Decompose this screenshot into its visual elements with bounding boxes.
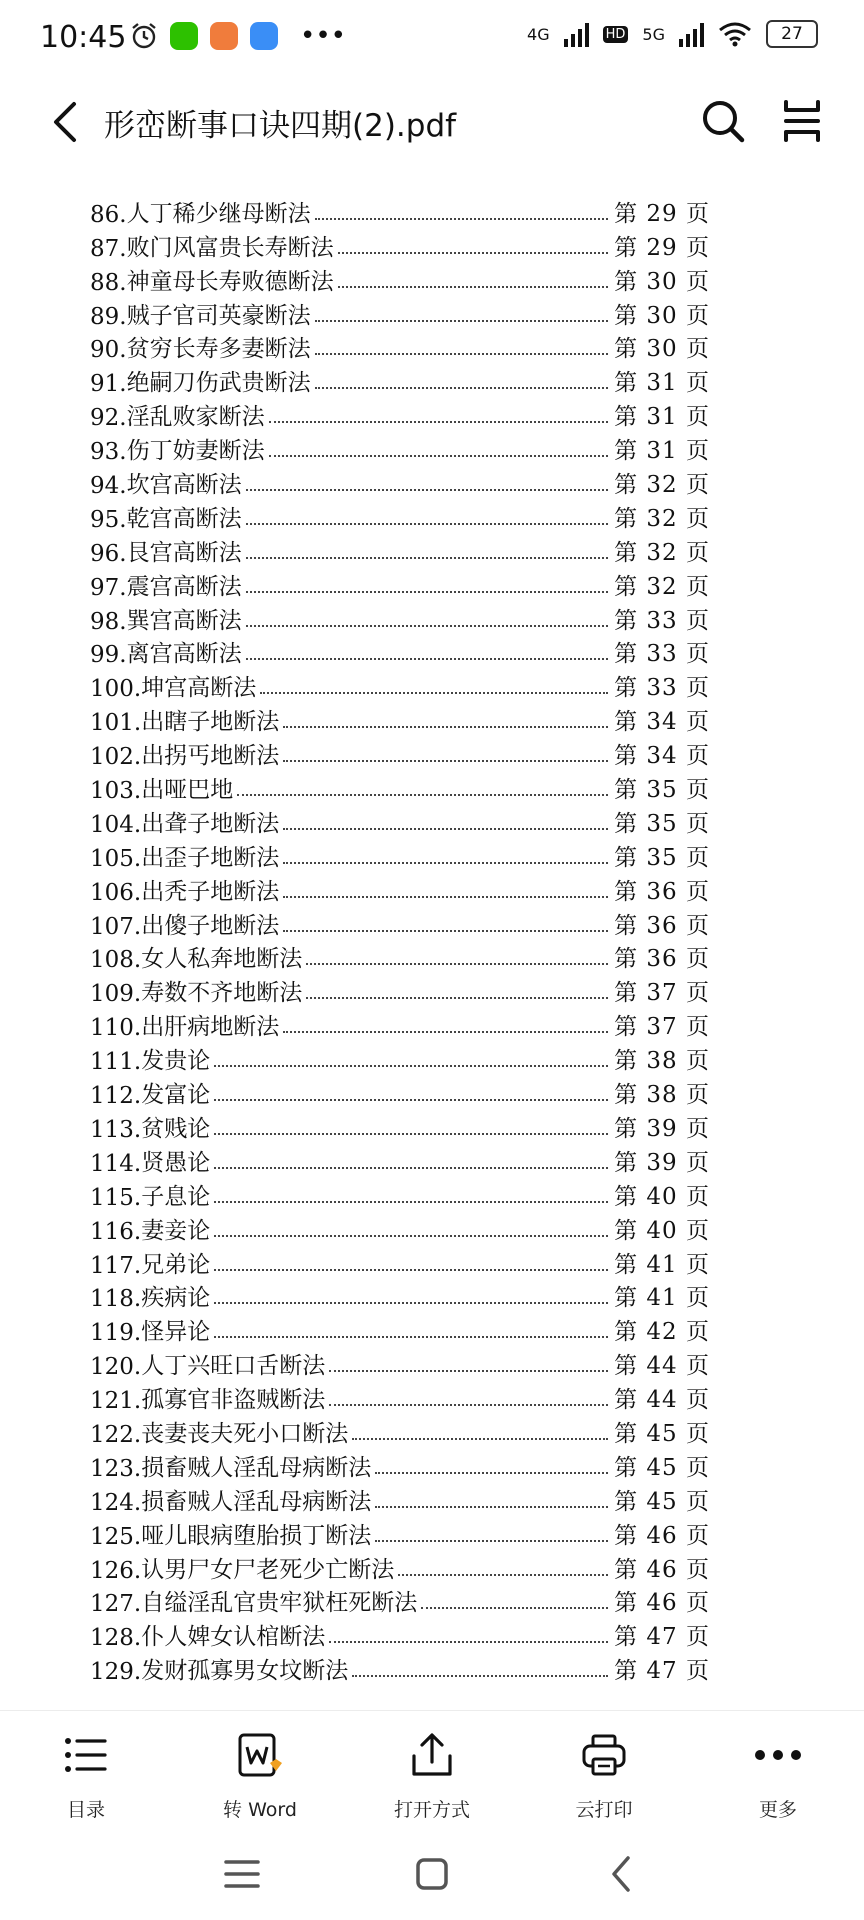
toc-entry-title: 伤丁妨妻断法 — [126, 438, 265, 465]
toc-dot-leader — [421, 1607, 608, 1609]
toc-entry-title: 出肝病地断法 — [141, 1014, 280, 1041]
toc-entry-number: 114. — [90, 1150, 142, 1177]
table-of-contents — [90, 194, 710, 1685]
toc-entry-title: 女人私奔地断法 — [141, 946, 303, 973]
toc-entry[interactable] — [90, 973, 710, 1007]
toc-entry-title: 出秃子地断法 — [141, 878, 280, 905]
toc-entry-page: 第 29 页 — [614, 200, 710, 227]
open-with-label: 打开方式 — [393, 1799, 470, 1821]
signal-icon-1 — [564, 21, 589, 47]
toc-dot-leader — [315, 353, 609, 355]
status-notification-icons — [130, 22, 346, 50]
toc-entry-page: 第 40 页 — [614, 1183, 710, 1210]
toc-entry-title: 哑儿眼病堕胎损丁断法 — [141, 1522, 372, 1549]
toc-entry-number: 125. — [90, 1523, 142, 1550]
toc-dot-leader — [352, 1675, 608, 1677]
toc-entry-page: 第 36 页 — [614, 946, 710, 973]
toc-entry-title: 损畜贼人淫乱母病断法 — [141, 1488, 372, 1515]
toc-entry-number: 109. — [90, 981, 142, 1008]
toc-entry[interactable] — [90, 533, 710, 567]
toc-dot-leader — [246, 557, 609, 559]
toc-dot-leader — [246, 489, 609, 491]
toc-entry-number: 96. — [90, 540, 127, 567]
toc-entry-number: 94. — [90, 473, 127, 500]
toc-entry-title: 出傻子地断法 — [141, 912, 280, 939]
toc-entry-number: 118. — [90, 1286, 142, 1313]
toc-entry-number: 126. — [90, 1557, 142, 1584]
toc-dot-leader — [214, 1302, 608, 1304]
list-icon — [63, 1735, 109, 1775]
toc-entry-number: 102. — [90, 744, 142, 771]
toc-dot-leader — [246, 625, 609, 627]
battery-indicator: 27 — [766, 20, 818, 48]
toc-dot-leader — [306, 963, 608, 965]
hd-badge: HD — [603, 26, 629, 43]
toc-dot-leader — [283, 726, 608, 728]
toc-entry[interactable] — [90, 736, 710, 770]
toc-entry[interactable] — [90, 397, 710, 431]
toc-button[interactable] — [16, 1729, 156, 1822]
toc-dot-leader — [315, 387, 609, 389]
toc-dot-leader — [329, 1641, 608, 1643]
toc-entry[interactable] — [90, 194, 710, 228]
toc-entry[interactable] — [90, 567, 710, 601]
toc-entry-page: 第 30 页 — [614, 302, 710, 329]
document-title: 形峦断事口诀四期(2).pdf — [104, 108, 457, 144]
toc-dot-leader — [283, 930, 608, 932]
toc-entry[interactable] — [90, 228, 710, 262]
toc-entry-number: 129. — [90, 1659, 142, 1686]
more-icon — [754, 1749, 802, 1761]
toc-entry-title: 孤寡官非盗贼断法 — [141, 1387, 326, 1414]
home-nav-icon[interactable] — [410, 1854, 454, 1894]
toc-entry[interactable] — [90, 296, 710, 330]
toc-entry-page: 第 31 页 — [614, 404, 710, 431]
toc-entry-number: 128. — [90, 1625, 142, 1652]
toc-entry[interactable] — [90, 1109, 710, 1143]
toc-entry-number: 123. — [90, 1455, 142, 1482]
toc-entry[interactable] — [90, 1312, 710, 1346]
open-with-button[interactable] — [362, 1729, 502, 1822]
toc-entry-page: 第 40 页 — [614, 1217, 710, 1244]
toc-entry[interactable] — [90, 1041, 710, 1075]
toc-entry-page: 第 47 页 — [614, 1658, 710, 1685]
bottom-toolbar — [0, 1710, 864, 1831]
toc-entry-number: 115. — [90, 1184, 142, 1211]
toc-entry-page: 第 36 页 — [614, 878, 710, 905]
wifi-icon — [718, 21, 752, 47]
toc-entry-title: 仆人婢女认棺断法 — [141, 1624, 326, 1651]
wechat-app-icon — [170, 22, 198, 50]
alarm-icon — [130, 22, 158, 50]
toc-entry-page: 第 35 页 — [614, 777, 710, 804]
toc-entry[interactable] — [90, 940, 710, 974]
toc-entry-title: 贼子官司英豪断法 — [126, 302, 311, 329]
back-arrow-icon[interactable] — [46, 98, 86, 146]
toc-entry-title: 认男尸女尸老死少亡断法 — [141, 1556, 395, 1583]
toc-entry-page: 第 33 页 — [614, 675, 710, 702]
toc-dot-leader — [269, 421, 609, 423]
toc-entry-number: 90. — [90, 337, 127, 364]
toc-entry-number: 101. — [90, 710, 142, 737]
toc-dot-leader — [375, 1540, 608, 1542]
toc-dot-leader — [214, 1235, 608, 1237]
toc-entry-page: 第 37 页 — [614, 980, 710, 1007]
toc-entry-page: 第 34 页 — [614, 743, 710, 770]
toc-entry-page: 第 36 页 — [614, 912, 710, 939]
toc-entry-number: 110. — [90, 1015, 142, 1042]
toc-button-label: 目录 — [66, 1799, 105, 1821]
status-bar — [0, 0, 864, 78]
app-header — [0, 78, 864, 165]
toc-dot-leader — [214, 1065, 608, 1067]
toc-entry-page: 第 39 页 — [614, 1115, 710, 1142]
toc-entry-page: 第 32 页 — [614, 573, 710, 600]
signal-icon-2 — [679, 21, 704, 47]
toc-entry[interactable] — [90, 804, 710, 838]
toc-entry[interactable] — [90, 906, 710, 940]
toc-dot-leader — [283, 1031, 608, 1033]
search-icon[interactable] — [698, 96, 748, 146]
toc-entry-number: 127. — [90, 1591, 142, 1618]
toc-entry-title: 艮宫高断法 — [126, 539, 242, 566]
toc-entry-number: 108. — [90, 947, 142, 974]
toc-entry-title: 绝嗣刀伤武贵断法 — [126, 370, 311, 397]
toc-entry-title: 出聋子地断法 — [141, 810, 280, 837]
toc-entry[interactable] — [90, 1007, 710, 1041]
toc-entry-page: 第 46 页 — [614, 1556, 710, 1583]
toc-entry-number: 124. — [90, 1489, 142, 1516]
toc-entry-title: 人丁稀少继母断法 — [126, 200, 311, 227]
toc-entry-title: 寿数不齐地断法 — [141, 980, 303, 1007]
toc-entry[interactable] — [90, 770, 710, 804]
toc-entry[interactable] — [90, 601, 710, 635]
toc-entry-number: 97. — [90, 574, 127, 601]
toc-entry-number: 89. — [90, 303, 127, 330]
toc-entry[interactable] — [90, 635, 710, 669]
toc-entry-number: 107. — [90, 913, 142, 940]
toc-entry-number: 112. — [90, 1083, 142, 1110]
toc-entry-page: 第 45 页 — [614, 1454, 710, 1481]
toc-entry-number: 88. — [90, 269, 127, 296]
convert-word-button[interactable] — [190, 1729, 330, 1822]
toc-entry-page: 第 33 页 — [614, 607, 710, 634]
toc-dot-leader — [329, 1370, 608, 1372]
toc-entry[interactable] — [90, 465, 710, 499]
toc-entry-title: 丧妻丧夫死小口断法 — [141, 1420, 349, 1447]
toc-entry-number: 120. — [90, 1354, 142, 1381]
toc-entry[interactable] — [90, 431, 710, 465]
toc-entry-title: 人丁兴旺口舌断法 — [141, 1353, 326, 1380]
toc-dot-leader — [375, 1472, 608, 1474]
orange-app-icon — [210, 22, 238, 50]
toc-entry-page: 第 45 页 — [614, 1488, 710, 1515]
cloud-print-label: 云打印 — [575, 1799, 633, 1821]
toc-dot-leader — [246, 591, 609, 593]
toc-entry-number: 86. — [90, 201, 127, 228]
toc-entry-title: 出哑巴地 — [141, 777, 234, 804]
toc-dot-leader — [306, 997, 608, 999]
back-nav-icon[interactable] — [600, 1854, 644, 1894]
toc-entry-page: 第 30 页 — [614, 268, 710, 295]
toc-entry-page: 第 33 页 — [614, 641, 710, 668]
share-icon — [410, 1732, 454, 1778]
toc-entry-page: 第 44 页 — [614, 1387, 710, 1414]
toc-entry-number: 87. — [90, 235, 127, 262]
toc-entry[interactable] — [90, 1380, 710, 1414]
toc-entry-page: 第 41 页 — [614, 1251, 710, 1278]
toc-dot-leader — [214, 1336, 608, 1338]
toc-entry-page: 第 32 页 — [614, 505, 710, 532]
more-notifications-icon: ••• — [300, 21, 347, 51]
toc-entry-number: 121. — [90, 1388, 142, 1415]
menu-nav-icon[interactable] — [220, 1854, 264, 1894]
toc-dot-leader — [214, 1099, 608, 1101]
toc-entry-page: 第 34 页 — [614, 709, 710, 736]
toc-entry-title: 兄弟论 — [141, 1251, 211, 1278]
toc-entry[interactable] — [90, 1279, 710, 1313]
toc-entry[interactable] — [90, 330, 710, 364]
network-5g-label: 5G — [642, 24, 665, 44]
toc-entry-page: 第 46 页 — [614, 1522, 710, 1549]
toc-entry-number: 103. — [90, 778, 142, 805]
toc-entry-title: 贫穷长寿多妻断法 — [126, 336, 311, 363]
toc-entry-number: 113. — [90, 1116, 142, 1143]
toc-entry-title: 子息论 — [141, 1183, 211, 1210]
pdf-page-view[interactable] — [0, 164, 864, 1710]
toc-entry-title: 神童母长寿败德断法 — [126, 268, 334, 295]
toc-entry-page: 第 38 页 — [614, 1048, 710, 1075]
toc-entry-page: 第 37 页 — [614, 1014, 710, 1041]
toc-dot-leader — [338, 252, 609, 254]
toc-entry-number: 98. — [90, 608, 127, 635]
toc-entry-number: 99. — [90, 642, 127, 669]
printer-icon — [581, 1733, 627, 1777]
toc-entry[interactable] — [90, 1448, 710, 1482]
toc-entry-title: 乾宫高断法 — [126, 505, 242, 532]
toc-entry-title: 出拐丐地断法 — [141, 743, 280, 770]
toc-entry-page: 第 30 页 — [614, 336, 710, 363]
toc-entry-page: 第 41 页 — [614, 1285, 710, 1312]
toc-dot-leader — [214, 1201, 608, 1203]
toc-entry[interactable] — [90, 1617, 710, 1651]
toc-entry[interactable] — [90, 1550, 710, 1584]
toc-entry-number: 117. — [90, 1252, 142, 1279]
toc-entry-number: 122. — [90, 1421, 142, 1448]
network-4g-label: 4G — [527, 24, 550, 44]
toc-entry-number: 104. — [90, 811, 142, 838]
toc-dot-leader — [283, 896, 608, 898]
toc-entry-title: 坤宫高断法 — [141, 675, 257, 702]
status-system-icons — [527, 20, 818, 48]
toc-entry-title: 淫乱败家断法 — [126, 404, 265, 431]
toc-entry[interactable] — [90, 1075, 710, 1109]
toc-entry-title: 贤愚论 — [141, 1149, 211, 1176]
toc-entry-page: 第 39 页 — [614, 1149, 710, 1176]
toc-entry-title: 发贵论 — [141, 1048, 211, 1075]
toc-entry[interactable] — [90, 1584, 710, 1618]
toc-entry-title: 发财孤寡男女坟断法 — [141, 1658, 349, 1685]
toc-entry[interactable] — [90, 1143, 710, 1177]
toc-entry-title: 发富论 — [141, 1082, 211, 1109]
toc-entry[interactable] — [90, 668, 710, 702]
toc-entry-page: 第 45 页 — [614, 1420, 710, 1447]
toc-dot-leader — [246, 523, 609, 525]
toc-entry-page: 第 31 页 — [614, 370, 710, 397]
toc-dot-leader — [283, 862, 608, 864]
toc-dot-leader — [214, 1133, 608, 1135]
toc-entry[interactable] — [90, 1482, 710, 1516]
toc-entry-title: 败门风富贵长寿断法 — [126, 234, 334, 261]
toc-dot-leader — [315, 218, 609, 220]
blue-app-icon — [250, 22, 278, 50]
toc-entry[interactable] — [90, 1177, 710, 1211]
toc-entry-page: 第 32 页 — [614, 472, 710, 499]
toc-entry-title: 贫贱论 — [141, 1115, 211, 1142]
toc-entry[interactable] — [90, 702, 710, 736]
toc-entry-title: 出歪子地断法 — [141, 844, 280, 871]
toc-entry-title: 出瞎子地断法 — [141, 709, 280, 736]
toc-entry[interactable] — [90, 838, 710, 872]
toc-entry-number: 93. — [90, 439, 127, 466]
toc-dot-leader — [398, 1574, 608, 1576]
toc-dot-leader — [283, 760, 608, 762]
toc-entry-number: 105. — [90, 845, 142, 872]
toc-entry[interactable] — [90, 363, 710, 397]
toc-entry-title: 离宫高断法 — [126, 641, 242, 668]
toc-entry-page: 第 31 页 — [614, 438, 710, 465]
toc-entry[interactable] — [90, 1516, 710, 1550]
toc-entry-title: 妻妾论 — [141, 1217, 211, 1244]
toc-entry-number: 91. — [90, 371, 127, 398]
toc-entry-page: 第 35 页 — [614, 844, 710, 871]
toc-entry-page: 第 46 页 — [614, 1590, 710, 1617]
toc-entry[interactable] — [90, 1651, 710, 1685]
cloud-print-button[interactable] — [534, 1729, 674, 1822]
toc-dot-leader — [329, 1404, 608, 1406]
convert-word-label: 转 Word — [223, 1799, 297, 1821]
toc-entry-title: 疾病论 — [141, 1285, 211, 1312]
more-button-label: 更多 — [758, 1799, 797, 1821]
toc-entry-title: 自缢淫乱官贵牢狱枉死断法 — [141, 1590, 418, 1617]
toc-dot-leader — [246, 658, 609, 660]
toc-entry-number: 111. — [90, 1049, 142, 1076]
toc-entry-title: 损畜贼人淫乱母病断法 — [141, 1454, 372, 1481]
toc-entry[interactable] — [90, 1414, 710, 1448]
toc-entry-title: 巽宫高断法 — [126, 607, 242, 634]
expand-icon[interactable] — [780, 96, 824, 146]
toc-entry-number: 106. — [90, 879, 142, 906]
toc-entry[interactable] — [90, 1245, 710, 1279]
toc-dot-leader — [352, 1438, 608, 1440]
toc-entry-page: 第 29 页 — [614, 234, 710, 261]
toc-entry-title: 坎宫高断法 — [126, 472, 242, 499]
toc-entry-page: 第 32 页 — [614, 539, 710, 566]
word-convert-icon — [236, 1731, 284, 1779]
toc-dot-leader — [237, 794, 608, 796]
toc-entry-title: 怪异论 — [141, 1319, 211, 1346]
toc-dot-leader — [214, 1167, 608, 1169]
more-button[interactable] — [708, 1729, 848, 1822]
status-time: 10:45 — [40, 20, 127, 55]
toc-entry-page: 第 35 页 — [614, 810, 710, 837]
toc-entry-number: 92. — [90, 405, 127, 432]
toc-entry[interactable] — [90, 1346, 710, 1380]
toc-entry-page: 第 38 页 — [614, 1082, 710, 1109]
toc-dot-leader — [315, 320, 609, 322]
toc-entry[interactable] — [90, 499, 710, 533]
toc-dot-leader — [260, 692, 608, 694]
toc-dot-leader — [338, 286, 609, 288]
toc-entry[interactable] — [90, 1211, 710, 1245]
toc-entry-page: 第 44 页 — [614, 1353, 710, 1380]
toc-dot-leader — [269, 455, 609, 457]
toc-entry-number: 95. — [90, 506, 127, 533]
toc-dot-leader — [283, 828, 608, 830]
toc-dot-leader — [214, 1269, 608, 1271]
toc-entry[interactable] — [90, 872, 710, 906]
toc-entry-number: 100. — [90, 676, 142, 703]
system-navigation-bar — [0, 1830, 864, 1920]
toc-entry-title: 震宫高断法 — [126, 573, 242, 600]
toc-entry-page: 第 47 页 — [614, 1624, 710, 1651]
toc-entry[interactable] — [90, 262, 710, 296]
toc-dot-leader — [375, 1506, 608, 1508]
toc-entry-number: 116. — [90, 1218, 142, 1245]
toc-entry-number: 119. — [90, 1320, 142, 1347]
toc-entry-page: 第 42 页 — [614, 1319, 710, 1346]
